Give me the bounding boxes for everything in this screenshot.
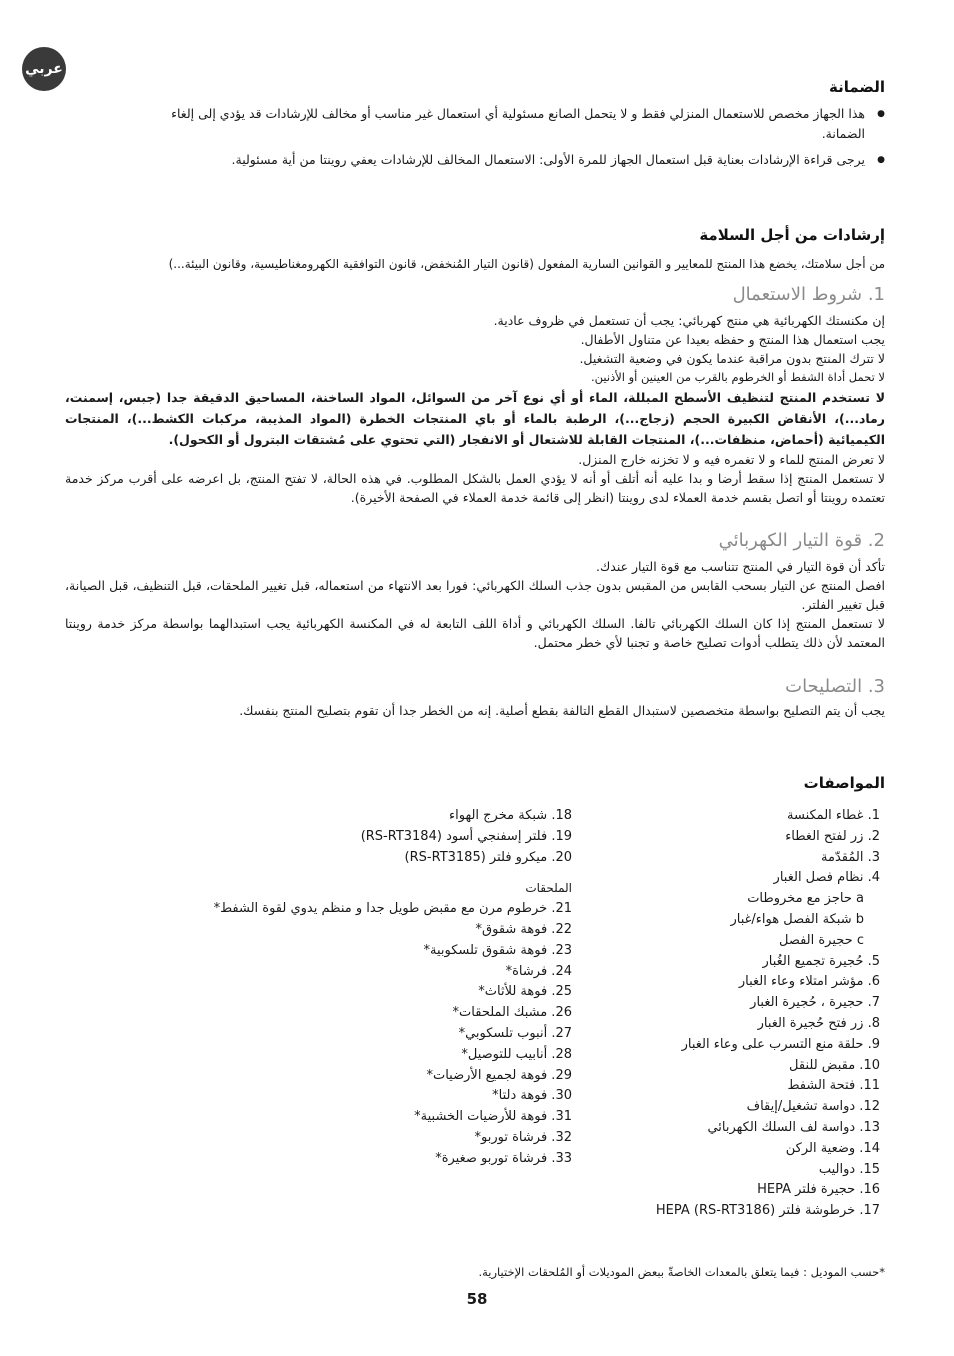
specs-title: المواصفات — [803, 774, 885, 792]
section-1-line: إن مكنستك الكهربائية هي منتج كهربائي: يجب أن تستعمل في ظروف عادية. — [493, 313, 885, 328]
spec-item: 4. نظام فصل الغبار — [773, 870, 880, 886]
accessory-item: 30. فوهة دلتا* — [492, 1088, 572, 1104]
section-2-heading: 2. قوة التيار الكهربائي — [718, 530, 885, 551]
warranty-bullets — [135, 104, 885, 170]
section-1-line: لا تترك المنتج بدون مراقبة عندما يكون في وضعية التشغيل. — [579, 351, 885, 366]
spec-subitem: c حجيرة الفصل — [778, 932, 864, 948]
section-2-line: لا تستعمل المنتج إذا كان السلك الكهربائي تالفا. السلك الكهربائي و أداة اللف التابعة له في المكنسة الكهربائية يجب استبدالهما بواسطة مركز خدمة روينتا المعتمد لأن ذلك يتطلب أدوات تصليح خاصة و تجنبا لأي خطر محتمل. — [65, 616, 885, 650]
section-2-line: افصل المنتج عن التيار بسحب القابس من المقبس بدون جذب السلك الكهربائي: فورا بعد الانتهاء من استعماله، قبل تغيير الملحقات، قبل التنظيف، قبل الصيانة، قبل تغيير الفلتر. — [65, 578, 885, 612]
safety-title: إرشادات من أجل السلامة — [699, 226, 885, 244]
accessory-item: 22. فوهة شقوق* — [475, 921, 572, 937]
section-2-body — [65, 557, 885, 652]
spec-item: 6. مؤشر امتلاء وعاء الغبار — [738, 974, 880, 990]
spec-item: 18. شبكة مخرج الهواء — [449, 808, 572, 823]
section-1-heading: 1. شروط الاستعمال — [732, 284, 885, 305]
section-1-body — [65, 311, 885, 507]
spec-item: 16. حجيرة فلتر HEPA — [757, 1182, 880, 1198]
accessory-item: 21. خرطوم مرن مع مقبض طويل جدا و منظم يدوي لقوة الشفط* — [213, 901, 572, 917]
spec-subitem: a حاجز مع مخروطات — [747, 891, 864, 907]
language-badge: عربي — [22, 47, 66, 91]
safety-intro: من أجل سلامتك، يخضع هذا المنتج للمعايير و القوانين السارية المفعول (قانون التيار المُنخفض، قانون التوافقية الكهرومغناطيسية، وقانون البيئة...) — [168, 257, 885, 271]
accessory-item: 25. فوهة للأثاث* — [478, 984, 572, 1000]
spec-item: 5. حُجيرة تجميع الغُبار — [762, 953, 880, 969]
footnote: *حسب الموديل : فيما يتعلق بالمعدات الخاصةّ ببعض الموديلات أو المُلحقات الإختيارية. — [478, 1265, 885, 1279]
accessory-item: 24. فرشاة* — [505, 963, 572, 979]
page-number: 58 — [466, 1290, 488, 1308]
section-1-line: لا تحمل أداة الشفط أو الخرطوم بالقرب من العينين أو الأذنين. — [591, 370, 885, 384]
spec-item: 17. خرطوشة فلتر HEPA (RS-RT3186) — [655, 1203, 880, 1219]
spec-item: 7. حجيرة ، حُجيرة الغبار — [750, 995, 880, 1011]
spec-item: 10. مقبض للنقل — [789, 1057, 880, 1073]
section-2-line: تأكد أن قوة التيار في المنتج تتناسب مع قوة التيار عندك. — [595, 559, 885, 574]
section-3-body: يجب أن يتم التصليح بواسطة متخصصين لاستبدال القطع التالفة بقطع أصلية. إنه من الخطر جدا أن تقوم بتصليح المنتج بنفسك. — [239, 703, 885, 718]
spec-item: 20. ميكرو فلتر (RS-RT3185) — [404, 849, 572, 865]
accessory-item: 23. فوهة شقوق تلسكوبية* — [423, 942, 572, 958]
spec-item: 2. زر لفتح الغطاء — [785, 828, 880, 844]
warranty-bullet: ● هذا الجهاز مخصص للاستعمال المنزلي فقط و لا يتحمل الصانع مسئولية أي استعمال غير مناسب أو مخالف للإرشادات قد يؤدي إلى إلغاء الضمانة. — [135, 104, 885, 144]
section-3-heading: 3. التصليحات — [785, 676, 885, 697]
specs-list-left — [192, 806, 572, 1170]
spec-subitem: b شبكة الفصل هواء/غبار — [730, 911, 864, 927]
spec-item: 8. زر فتح حُجيرة الغبار — [757, 1015, 880, 1031]
accessory-item: 27. أنبوب تلسكوبي* — [458, 1025, 572, 1041]
specs-list-right — [580, 806, 880, 1222]
spec-item: 19. فلتر إسفنجي أسود (RS-RT3184) — [360, 828, 572, 844]
spec-item: 12. دواسة تشغيل/إيقاف — [746, 1099, 880, 1115]
section-1-line: لا تعرض المنتج للماء و لا تغمره فيه و لا تخزنه خارج المنزل. — [578, 452, 885, 467]
accessory-item: 28. أنابيب للتوصيل* — [461, 1046, 572, 1062]
spec-item: 13. دواسة لف السلك الكهربائي — [707, 1119, 880, 1135]
accessory-item: 29. فوهة لجميع الأرضيات* — [426, 1067, 572, 1083]
accessory-item: 26. مشبك الملحقات* — [452, 1005, 572, 1021]
spec-item: 1. غطاء المكنسة — [787, 808, 880, 823]
spec-item: 3. المُقدّمة — [821, 849, 880, 865]
accessory-item: 31. فوهة للأرضيات الخشبية* — [414, 1109, 572, 1125]
section-1-line: لا تستعمل المنتج إذا سقط أرضا و بدا عليه أنه أتلف أو أنه لا يؤدي العمل بالشكل المطلوب. في هذه الحالة، لا تفتح المنتج، بل اعرضه على أقرب مركز خدمة تعتمده روينتا أو اتصل بقسم خدمة العملاء لدى روينتا (انظر إلى قائمة خدمة العملاء في الصفحة الأخيرة). — [65, 471, 885, 505]
accessories-title: الملحقات — [525, 881, 572, 896]
accessory-item: 32. فرشاة توربو* — [474, 1129, 572, 1145]
warranty-bullet: ● يرجى قراءة الإرشادات بعناية قبل استعمال الجهاز للمرة الأولى: الاستعمال المخالف للإرشادات يعفي روينتا من أية مسئولية. — [135, 150, 885, 170]
accessory-item: 33. فرشاة توربو صغيرة* — [435, 1150, 572, 1166]
section-1-warning: لا تستخدم المنتج لتنظيف الأسطح المبللة، الماء أو أي نوع آخر من السوائل، المواد الساخنة، المساحيق الدقيقة جدا (جبس، إسمنت، رماد...)، الأنقاض الكبيرة الحجم (زجاج...)، الرطبة بالماء أو باي المنتجات الخطرة (المواد المذيبة، مركبات الكشط...)، المنتجات الكيميائية (أحماض، منظفات...)، المنتجات القابلة للاشتعال أو الانفجار (التي تحتوي على مُشتقات البترول أو الكحول). — [65, 390, 885, 447]
section-1-line: يجب استعمال هذا المنتج و حفظه بعيدا عن متناول الأطفال. — [580, 332, 885, 347]
spec-item: 15. دواليب — [818, 1161, 880, 1177]
spec-item: 14. وضعية الركن — [785, 1140, 880, 1156]
spec-item: 11. فتحة الشفط — [787, 1078, 880, 1094]
warranty-title: الضمانة — [829, 78, 885, 96]
spec-item: 9. حلقة منع التسرب على وعاء الغبار — [681, 1036, 880, 1052]
